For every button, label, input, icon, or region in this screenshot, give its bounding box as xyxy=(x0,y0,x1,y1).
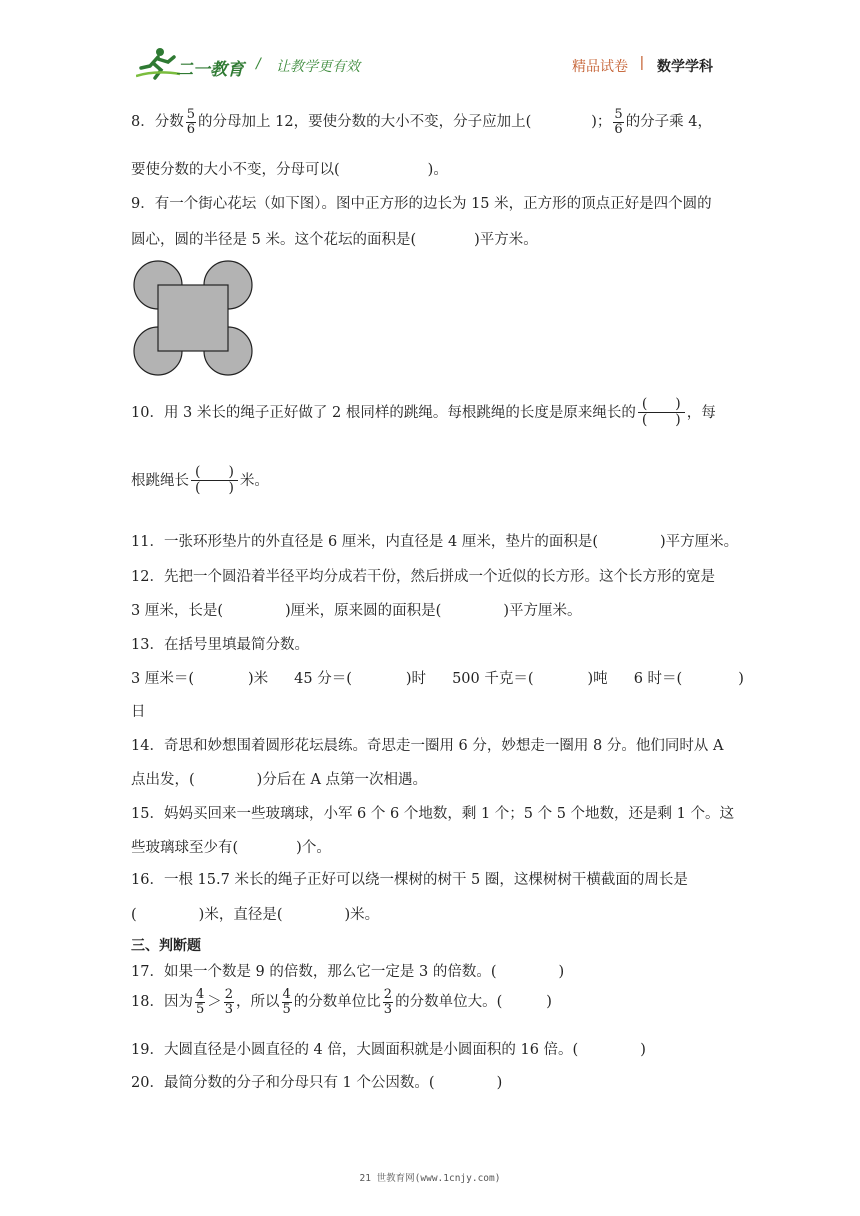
tag-quality-paper: 精品试卷 xyxy=(572,59,628,75)
question-18: 18．因为 $\frac{4}{5}$ ＞ $\frac{2}{3}$ ，所以 $\frac{4}{5}$ 的分数单位比 $\frac{2}{3}$ 的分数单位大。( ) xyxy=(131,987,552,1017)
fraction: $\frac{4}{5}$ xyxy=(282,987,291,1017)
question-14-line-2: 点出发，( )分后在 A 点第一次相遇。 xyxy=(131,772,428,788)
slogan: 让教学更有效 xyxy=(276,59,360,75)
slogan-slash: / xyxy=(256,56,261,72)
question-20: 20．最简分数的分子和分母只有 1 个公因数。( ) xyxy=(131,1075,503,1091)
fraction: $\frac{2}{3}$ xyxy=(224,987,234,1017)
question-16-line-1: 16．一根 15.7 米长的绳子正好可以绕一棵树的树干 5 圈，这棵树树干横截面的周长是 xyxy=(131,872,688,888)
page-footer: 21 世教育网(www.1cnjy.com) xyxy=(359,1173,501,1184)
question-9-line-1: 9．有一个街心花坛（如下图）。图中正方形的边长为 15 米，正方形的顶点正好是四个圆的 xyxy=(131,196,712,212)
question-9-line-2: 圆心，圆的半径是 5 米。这个花坛的面积是( )平方米。 xyxy=(131,232,538,248)
fraction: $\frac{2}{3}$ xyxy=(383,987,393,1017)
logo-text: 二一教育 xyxy=(176,60,244,80)
question-13-line-2: 3 厘米＝( )米 45 分＝( )时 500 千克＝( )吨 6 时＝( ) xyxy=(131,671,744,687)
runner-logo-icon xyxy=(136,46,180,80)
section-title-judgement: 三、判断题 xyxy=(131,938,201,954)
fraction: $\frac{5}{6}$ xyxy=(614,107,623,137)
question-10-line-1: 10．用 3 米长的绳子正好做了 2 根同样的跳绳。每根跳绳的长度是原来绳长的 ( ) ( ) ，每 xyxy=(131,396,716,429)
question-14-line-1: 14．奇思和妙想围着圆形花坛晨练。奇思走一圈用 6 分，妙想走一圈用 8 分。他们同时从 A xyxy=(131,738,724,754)
question-12-line-1: 12．先把一个圆沿着半径平均分成若干份，然后拼成一个近似的长方形。这个长方形的宽是 xyxy=(131,569,715,585)
question-19: 19．大圆直径是小圆直径的 4 倍，大圆面积就是小圆面积的 16 倍。( ) xyxy=(131,1042,646,1058)
tag-subject: 数学学科 xyxy=(657,59,713,75)
question-8-line-1: 8．分数 $\frac{5}{6}$ 的分母加上 12，要使分数的大小不变，分子应加上( )； $\frac{5}{6}$ 的分子乘 4， xyxy=(131,107,713,137)
fraction: $\frac{5}{6}$ xyxy=(186,107,196,137)
question-8-line-2: 要使分数的大小不变，分母可以( )。 xyxy=(131,162,448,178)
blank-fraction: ( ) ( ) xyxy=(638,397,685,429)
question-11: 11．一张环形垫片的外直径是 6 厘米，内直径是 4 厘米，垫片的面积是( )平方厘米。 xyxy=(131,534,739,550)
tag-separator: | xyxy=(640,55,644,71)
question-10-line-2: 根跳绳长 ( ) ( ) 米。 xyxy=(131,464,269,497)
question-16-line-2: ( )米，直径是( )米。 xyxy=(131,907,380,923)
square xyxy=(158,285,228,351)
question-15-line-2: 些玻璃球至少有( )个。 xyxy=(131,840,331,856)
question-13-line-1: 13．在括号里填最简分数。 xyxy=(131,637,309,653)
fraction: $\frac{4}{5}$ xyxy=(195,987,205,1017)
flower-bed-figure xyxy=(132,258,254,378)
blank-fraction: ( ) ( ) xyxy=(191,465,238,497)
question-12-line-2: 3 厘米，长是( )厘米，原来圆的面积是( )平方厘米。 xyxy=(131,603,582,619)
question-13-line-3: 日 xyxy=(131,704,146,720)
question-17: 17．如果一个数是 9 的倍数，那么它一定是 3 的倍数。( ) xyxy=(131,964,565,980)
question-15-line-1: 15．妈妈买回来一些玻璃球，小军 6 个 6 个地数，剩 1 个；5 个 5 个地数，还是剩 1 个。这 xyxy=(131,806,735,822)
